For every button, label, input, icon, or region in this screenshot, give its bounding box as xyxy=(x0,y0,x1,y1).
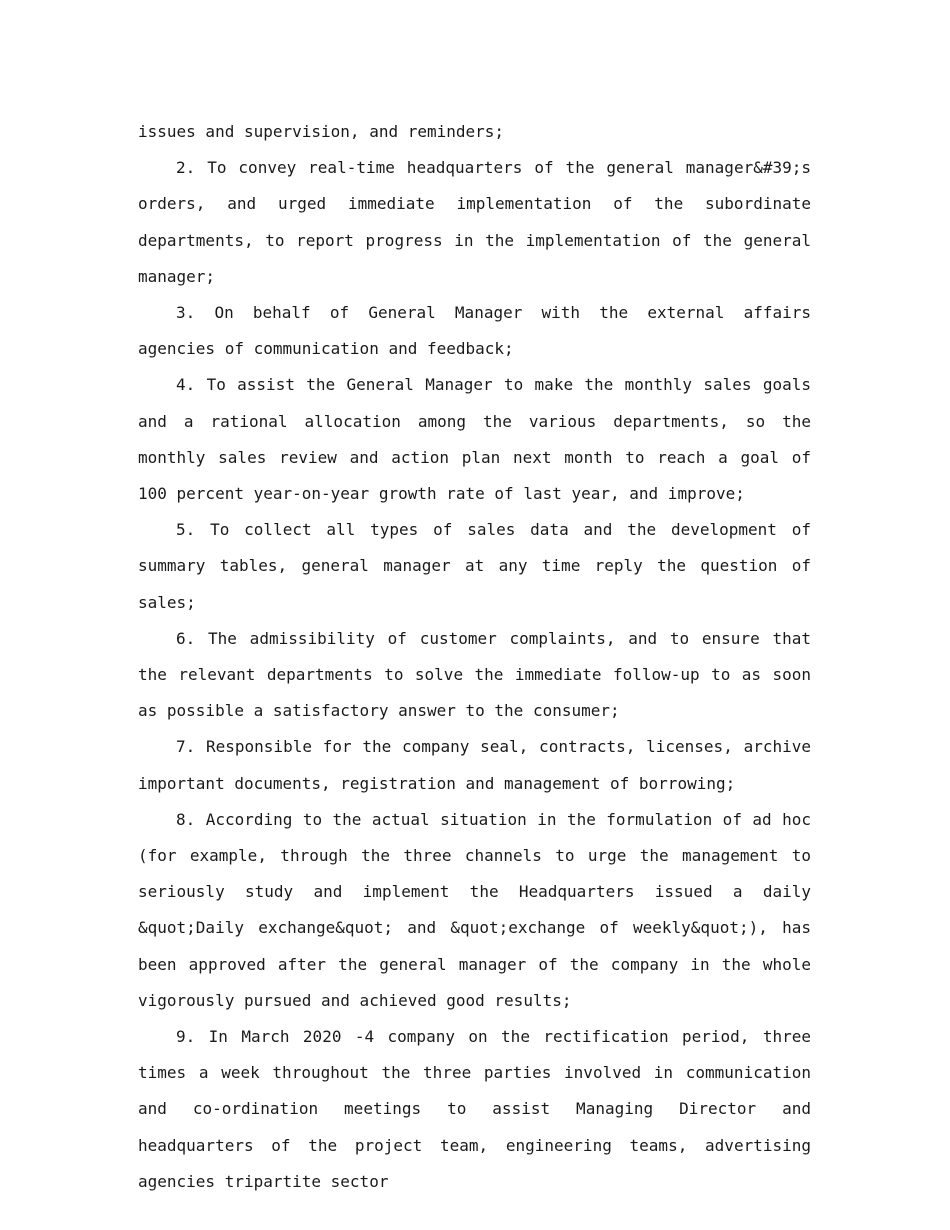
paragraph-item-6: 6. The admissibility of customer complaints, and to ensure that the relevant departments to solve the immediate follow-up to as soon as possible a satisfactory answer to the consumer; xyxy=(138,628,811,721)
document-body xyxy=(138,114,811,1200)
paragraph-item-4: 4. To assist the General Manager to make the monthly sales goals and a rational allocation among the various departments, so the monthly sales review and action plan next month to reach a goal of 100 percent year-on-year growth rate of last year, and improve; xyxy=(138,375,811,504)
paragraph-continuation: issues and supervision, and reminders; xyxy=(138,122,505,141)
paragraph-item-2: 2. To convey real-time headquarters of the general manager&#39;s orders, and urged immediate implementation of the subordinate departments, to report progress in the implementation of the general manager; xyxy=(138,158,811,286)
paragraph-item-8: 8. According to the actual situation in the formulation of ad hoc (for example, through the three channels to urge the management to seriously study and implement the Headquarters issued a daily &quot;Daily exchange&quot; and &quot;exchange of weekly&quot;), has been approved after the general manager of the company in the whole vigorously pursued and achieved good results; xyxy=(138,809,811,1010)
paragraph-item-5: 5. To collect all types of sales data and the development of summary tables, general manager at any time reply the question of sales; xyxy=(138,520,811,612)
paragraph-item-9: 9. In March 2020 -4 company on the rectification period, three times a week throughout the three parties involved in communication and co-ordination meetings to assist Managing Director and headquarters of the project team, engineering teams, advertising agencies tripartite sector xyxy=(138,1027,811,1191)
paragraph-item-7: 7. Responsible for the company seal, contracts, licenses, archive important documents, registration and management of borrowing; xyxy=(138,737,811,793)
paragraph-item-3: 3. On behalf of General Manager with the external affairs agencies of communication and feedback; xyxy=(138,303,811,359)
